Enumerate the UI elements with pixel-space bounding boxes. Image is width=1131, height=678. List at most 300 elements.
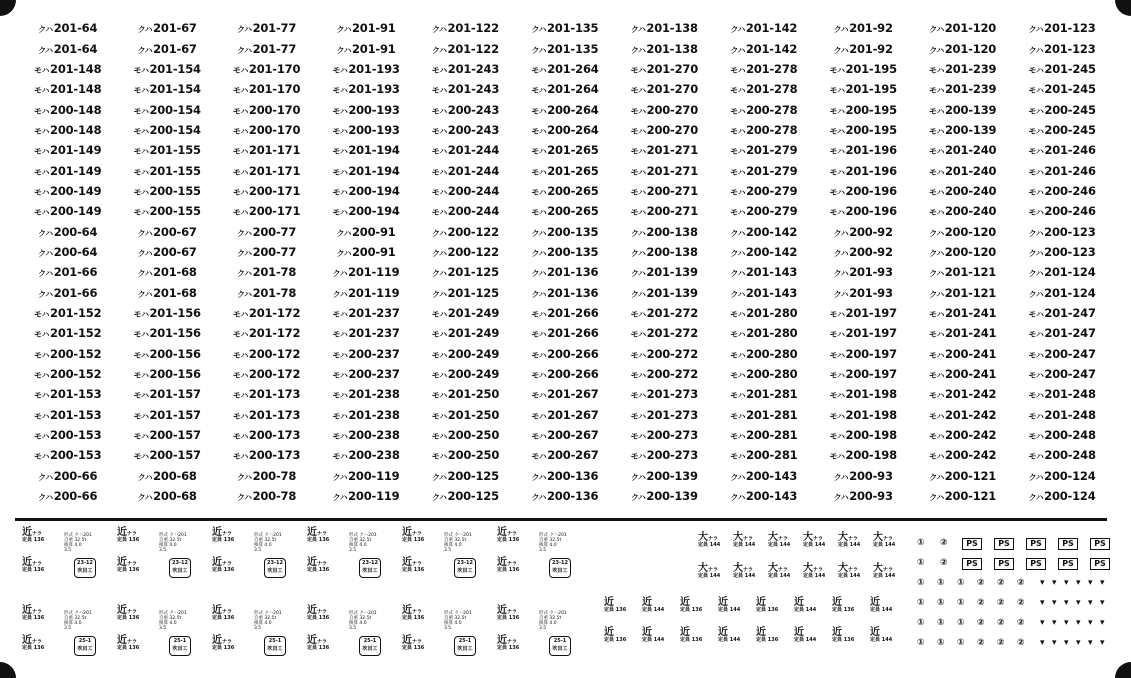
car-type-prefix: モハ (34, 371, 50, 381)
car-type-prefix: モハ (431, 391, 447, 401)
car-number (1012, 123, 1111, 137)
car-type-prefix: クハ (137, 25, 153, 35)
depot-plate: 近ナラ 定員 136 (307, 527, 330, 543)
car-number-value: 201-279 (746, 163, 798, 178)
car-type-prefix: モハ (431, 371, 447, 381)
number-row (18, 221, 1112, 241)
car-number (615, 82, 714, 96)
car-number (416, 489, 515, 503)
car-number (1012, 245, 1111, 259)
car-type-prefix: クハ (237, 289, 252, 299)
car-type-prefix: モハ (431, 330, 447, 340)
car-number-value: 201-239 (944, 61, 997, 76)
circle-number-symbol: ② (997, 598, 1005, 608)
car-number (217, 245, 316, 259)
depot-plate: 近ナラ 定員 136 (307, 605, 330, 621)
depot-plate: 近ナラ 定員 136 (212, 557, 235, 573)
car-number (1012, 82, 1111, 96)
car-type-prefix: モハ (531, 350, 547, 360)
car-number (217, 164, 316, 178)
spec-label: 形式 クハ201 自重 32.5t 換算 4.0 3.5 (159, 533, 187, 553)
car-number (615, 347, 714, 361)
car-type-prefix: モハ (630, 452, 646, 462)
car-type-prefix: モハ (232, 309, 248, 319)
car-number (1012, 265, 1111, 279)
car-number (814, 286, 913, 300)
car-number-value: 201-91 (352, 21, 396, 36)
car-type-prefix: クハ (137, 248, 153, 258)
car-number-value: 200-193 (348, 122, 400, 137)
depot-plate-small: 近 定員 136 (604, 627, 627, 643)
car-number (316, 408, 415, 422)
car-type-prefix: モハ (431, 167, 447, 177)
corner-mark-top-right (1115, 0, 1131, 16)
inspection-box: 25-1 吹田工 (454, 636, 476, 656)
car-type-prefix: クハ (730, 248, 745, 258)
car-number-value: 200-124 (1044, 468, 1096, 483)
car-number-value: 200-194 (348, 183, 400, 198)
car-number (416, 204, 515, 218)
car-number-value: 200-171 (248, 183, 301, 198)
car-number-value: 200-264 (547, 122, 599, 137)
car-number-value: 201-267 (547, 407, 599, 422)
circle-number-symbol: ① (917, 538, 925, 548)
car-number (913, 42, 1012, 56)
car-type-prefix: モハ (332, 371, 348, 381)
car-number-value: 200-148 (50, 122, 102, 137)
car-number-value: 200-264 (547, 102, 599, 117)
depot-plate-small: 近 定員 136 (604, 597, 627, 613)
car-number-value: 201-77 (252, 41, 297, 56)
depot-plate: 近ナラ 定員 136 (497, 557, 520, 573)
car-number (217, 367, 316, 381)
car-number-value: 200-281 (746, 448, 798, 463)
spec-label: 形式 クハ201 自重 32.5t 換算 4.0 3.5 (349, 533, 377, 553)
car-number (18, 387, 117, 401)
car-number-value: 201-271 (646, 143, 699, 158)
car-type-prefix: クハ (336, 45, 351, 55)
car-number (814, 245, 913, 259)
car-type-prefix: モハ (34, 432, 50, 442)
car-number-value: 201-273 (646, 407, 699, 422)
car-type-prefix: モハ (730, 147, 746, 157)
car-number-value: 201-198 (845, 387, 897, 402)
car-type-prefix: モハ (928, 126, 944, 136)
circle-number-symbol: ② (977, 598, 985, 608)
car-number-value: 200-135 (546, 244, 599, 259)
car-number (615, 164, 714, 178)
car-type-prefix: モハ (730, 411, 746, 421)
car-type-prefix: モハ (730, 167, 746, 177)
car-number-value: 201-93 (849, 285, 893, 300)
car-type-prefix: クハ (730, 289, 745, 299)
car-number-value: 200-249 (447, 367, 500, 382)
car-type-prefix: クハ (1028, 45, 1044, 55)
car-number-value: 200-139 (944, 122, 997, 137)
car-number-value: 201-68 (153, 265, 197, 280)
car-number-value: 200-66 (53, 468, 98, 483)
car-number-value: 201-281 (746, 387, 798, 402)
car-number (316, 469, 415, 483)
car-type-prefix: クハ (237, 25, 252, 35)
triangle-mark: ▾ (1040, 638, 1045, 648)
car-number (18, 428, 117, 442)
car-number (18, 448, 117, 462)
car-type-prefix: モハ (630, 126, 646, 136)
car-number-value: 200-245 (1044, 122, 1096, 137)
car-number-value: 200-197 (845, 367, 897, 382)
car-type-prefix: クハ (630, 248, 646, 258)
depot-plate-small: 近 定員 136 (680, 597, 703, 613)
car-type-prefix: モハ (630, 350, 646, 360)
car-number (316, 143, 415, 157)
car-number (814, 306, 913, 320)
car-type-prefix: クハ (237, 269, 252, 279)
car-type-prefix: モハ (34, 65, 50, 75)
car-type-prefix: モハ (928, 106, 944, 116)
car-number (18, 489, 117, 503)
car-number (316, 103, 415, 117)
car-type-prefix: モハ (34, 208, 50, 218)
car-number-value: 201-194 (348, 163, 400, 178)
depot-plate-small: 近 定員 144 (642, 627, 665, 643)
car-number (217, 347, 316, 361)
car-type-prefix: モハ (232, 371, 248, 381)
car-type-prefix: モハ (332, 86, 348, 96)
triangle-mark: ▾ (1052, 598, 1057, 608)
car-number-value: 201-195 (845, 61, 897, 76)
car-number (714, 82, 813, 96)
car-number (316, 21, 415, 35)
car-type-prefix: モハ (332, 106, 348, 116)
car-type-prefix: モハ (431, 86, 447, 96)
car-number-value: 201-248 (1044, 407, 1096, 422)
car-number (814, 21, 913, 35)
car-number-value: 200-265 (547, 204, 599, 219)
car-type-prefix: モハ (133, 208, 149, 218)
car-number (515, 408, 614, 422)
car-type-prefix: モハ (232, 86, 248, 96)
car-number-value: 201-281 (746, 407, 798, 422)
circle-number-symbol: ② (997, 618, 1005, 628)
car-number-value: 201-122 (447, 21, 499, 36)
car-number (714, 469, 813, 483)
car-number-value: 200-278 (746, 102, 798, 117)
depot-plate: 近ナラ 定員 136 (22, 557, 45, 573)
car-type-prefix: クハ (833, 228, 849, 238)
circle-number-symbol: ② (977, 578, 985, 588)
car-number-value: 201-78 (252, 265, 297, 280)
car-number-value: 201-142 (745, 21, 798, 36)
car-number (515, 123, 614, 137)
car-number (714, 428, 813, 442)
ps-mark: PS (1026, 558, 1046, 570)
car-number (416, 123, 515, 137)
car-number-value: 200-272 (646, 346, 699, 361)
car-number (316, 326, 415, 340)
inspection-box: 25-1 吹田工 (74, 636, 96, 656)
car-number (117, 62, 216, 76)
car-number-value: 201-64 (53, 21, 98, 36)
car-type-prefix: クハ (1028, 248, 1044, 258)
depot-plate-osaka: 大ナラ 定員 144 (838, 532, 861, 548)
depot-plate-small: 近 定員 144 (794, 627, 817, 643)
car-number-value: 200-91 (352, 224, 396, 239)
car-number (18, 164, 117, 178)
car-number (714, 123, 813, 137)
car-number (416, 82, 515, 96)
car-number-value: 201-138 (646, 21, 698, 36)
car-number (316, 184, 415, 198)
car-number (217, 143, 316, 157)
car-number-value: 200-196 (845, 204, 897, 219)
spec-label: 形式 クハ201 自重 32.5t 換算 4.0 3.5 (444, 533, 472, 553)
car-number-value: 200-242 (944, 428, 997, 443)
triangle-mark: ▾ (1064, 638, 1069, 648)
ps-mark: PS (1026, 538, 1046, 550)
car-number-value: 200-281 (746, 428, 798, 443)
car-type-prefix: クハ (137, 472, 153, 482)
car-number (913, 326, 1012, 340)
triangle-mark: ▾ (1052, 578, 1057, 588)
car-number-value: 201-135 (546, 21, 599, 36)
car-type-prefix: クハ (630, 493, 646, 503)
car-number (117, 184, 216, 198)
car-number-value: 200-125 (447, 468, 499, 483)
car-number (515, 82, 614, 96)
divider-line (15, 518, 1107, 521)
number-row (18, 282, 1112, 302)
car-type-prefix: モハ (34, 167, 50, 177)
car-type-prefix: クハ (730, 472, 745, 482)
car-number (117, 82, 216, 96)
car-number (416, 347, 515, 361)
car-number-value: 201-240 (944, 163, 997, 178)
car-number (416, 265, 515, 279)
car-number-value: 200-135 (546, 224, 599, 239)
circle-number-symbol: ① (917, 638, 925, 648)
car-number (814, 123, 913, 137)
number-row (18, 303, 1112, 323)
car-number (714, 164, 813, 178)
car-number (117, 21, 216, 35)
car-number-value: 201-271 (646, 163, 699, 178)
car-number (117, 245, 216, 259)
car-type-prefix: クハ (929, 472, 944, 482)
car-number-value: 200-273 (646, 428, 699, 443)
car-number-value: 200-196 (845, 183, 897, 198)
car-number (515, 286, 614, 300)
car-type-prefix: モハ (1028, 309, 1044, 319)
inspection-box: 23-12 吹田工 (549, 558, 571, 578)
car-type-prefix: モハ (928, 147, 944, 157)
car-type-prefix: クハ (730, 493, 745, 503)
car-number-value: 200-245 (1044, 102, 1096, 117)
car-number (1012, 306, 1111, 320)
car-type-prefix: モハ (133, 65, 149, 75)
car-number-value: 201-155 (149, 143, 201, 158)
depot-plate: 近ナラ 定員 136 (402, 557, 425, 573)
car-type-prefix: クハ (332, 472, 348, 482)
depot-plate: 近ナラ 定員 136 (117, 635, 140, 651)
car-number (1012, 428, 1111, 442)
car-number-value: 201-238 (348, 387, 400, 402)
car-type-prefix: モハ (1028, 106, 1044, 116)
car-number-value: 200-240 (944, 204, 997, 219)
car-number-value: 201-241 (944, 305, 997, 320)
car-number-value: 200-153 (50, 428, 102, 443)
car-number-value: 200-91 (352, 244, 396, 259)
car-number (416, 245, 515, 259)
car-number-value: 200-68 (153, 468, 197, 483)
car-number-value: 201-245 (1044, 61, 1096, 76)
car-number (217, 306, 316, 320)
car-type-prefix: モハ (1028, 147, 1044, 157)
car-type-prefix: モハ (232, 106, 248, 116)
ps-mark: PS (1058, 538, 1078, 550)
car-number-value: 201-148 (50, 61, 102, 76)
car-type-prefix: モハ (531, 432, 547, 442)
car-number-value: 200-64 (53, 244, 98, 259)
depot-plate-small: 近 定員 144 (718, 597, 741, 613)
car-type-prefix: モハ (531, 106, 547, 116)
car-type-prefix: クハ (237, 493, 252, 503)
car-number-value: 200-156 (149, 346, 201, 361)
spec-label: 形式 クハ201 自重 32.5t 換算 4.0 3.5 (64, 611, 92, 631)
triangle-mark: ▾ (1100, 638, 1105, 648)
car-number-value: 201-264 (547, 61, 599, 76)
car-type-prefix: モハ (431, 147, 447, 157)
car-number-value: 200-266 (547, 367, 599, 382)
car-type-prefix: モハ (630, 208, 646, 218)
car-type-prefix: モハ (332, 391, 348, 401)
car-number-value: 200-124 (1044, 489, 1096, 504)
car-number-value: 200-121 (944, 468, 997, 483)
car-type-prefix: クハ (531, 289, 546, 299)
car-number-value: 200-238 (348, 448, 400, 463)
car-number-value: 201-149 (50, 143, 102, 158)
car-number-value: 200-237 (348, 367, 400, 382)
car-number (913, 265, 1012, 279)
car-number-value: 201-124 (1044, 265, 1096, 280)
triangle-mark: ▾ (1100, 598, 1105, 608)
car-number (515, 21, 614, 35)
car-number-value: 200-136 (546, 489, 599, 504)
car-number (18, 469, 117, 483)
car-type-prefix: モハ (928, 330, 944, 340)
car-number-value: 201-120 (944, 41, 997, 56)
car-type-prefix: モハ (1028, 371, 1044, 381)
car-type-prefix: モハ (34, 106, 50, 116)
corner-mark-bottom-left (0, 662, 16, 678)
car-type-prefix: モハ (133, 106, 149, 116)
car-number (515, 204, 614, 218)
car-number-value: 201-280 (746, 305, 798, 320)
car-number-value: 201-247 (1044, 305, 1096, 320)
car-type-prefix: クハ (531, 45, 546, 55)
car-number-value: 201-66 (53, 265, 98, 280)
car-number-value: 200-265 (547, 183, 599, 198)
car-number (217, 82, 316, 96)
car-number (18, 103, 117, 117)
car-number (416, 225, 515, 239)
car-number-value: 200-250 (447, 428, 500, 443)
car-number-value: 201-148 (50, 82, 102, 97)
car-number (515, 326, 614, 340)
car-number (18, 265, 117, 279)
car-type-prefix: モハ (630, 371, 646, 381)
car-number (913, 143, 1012, 157)
number-row (18, 59, 1112, 79)
depot-plate-osaka: 大ナラ 定員 144 (698, 563, 721, 579)
car-number-value: 200-242 (944, 448, 997, 463)
car-type-prefix: クハ (1028, 493, 1044, 503)
car-number-value: 200-123 (1044, 244, 1096, 259)
car-type-prefix: モハ (630, 432, 646, 442)
car-type-prefix: クハ (38, 472, 53, 482)
car-number-value: 201-265 (547, 163, 599, 178)
car-number (913, 21, 1012, 35)
car-type-prefix: クハ (332, 269, 348, 279)
car-number (117, 204, 216, 218)
car-number-value: 200-267 (547, 428, 599, 443)
car-number-value: 200-157 (149, 448, 201, 463)
car-number-value: 201-278 (746, 82, 798, 97)
circle-number-symbol: ① (957, 578, 965, 588)
car-type-prefix: モハ (928, 309, 944, 319)
car-number (1012, 408, 1111, 422)
car-type-prefix: モハ (1028, 208, 1044, 218)
car-number (1012, 367, 1111, 381)
car-type-prefix: クハ (730, 228, 745, 238)
car-number (814, 367, 913, 381)
car-number-value: 200-93 (849, 489, 893, 504)
car-number (913, 448, 1012, 462)
car-number (615, 245, 714, 259)
car-type-prefix: モハ (133, 187, 149, 197)
car-number (117, 265, 216, 279)
car-number-value: 201-249 (447, 326, 500, 341)
car-number-value: 201-119 (348, 285, 400, 300)
car-type-prefix: モハ (232, 167, 248, 177)
car-number-value: 200-142 (745, 244, 798, 259)
car-number-value: 200-198 (845, 448, 897, 463)
car-number (316, 286, 415, 300)
car-number (316, 204, 415, 218)
car-type-prefix: モハ (829, 432, 845, 442)
car-number-value: 200-154 (149, 102, 201, 117)
car-number (714, 489, 813, 503)
car-number-value: 201-248 (1044, 387, 1096, 402)
depot-plate: 近ナラ 定員 136 (22, 635, 45, 651)
car-type-prefix: クハ (929, 269, 944, 279)
spec-label: 形式 クハ201 自重 32.5t 換算 4.0 3.5 (64, 533, 92, 553)
car-number (913, 306, 1012, 320)
car-type-prefix: モハ (630, 411, 646, 421)
car-type-prefix: モハ (730, 65, 746, 75)
car-number-value: 200-238 (348, 428, 400, 443)
car-number-value: 201-123 (1044, 41, 1096, 56)
car-number-value: 201-142 (745, 41, 798, 56)
car-type-prefix: クハ (432, 493, 447, 503)
car-number-value: 201-138 (646, 41, 698, 56)
car-number (1012, 448, 1111, 462)
car-type-prefix: クハ (1028, 289, 1044, 299)
car-type-prefix: モハ (332, 65, 348, 75)
depot-plate-small: 近 定員 144 (870, 627, 893, 643)
car-number-value: 201-173 (248, 407, 301, 422)
car-number (515, 347, 614, 361)
